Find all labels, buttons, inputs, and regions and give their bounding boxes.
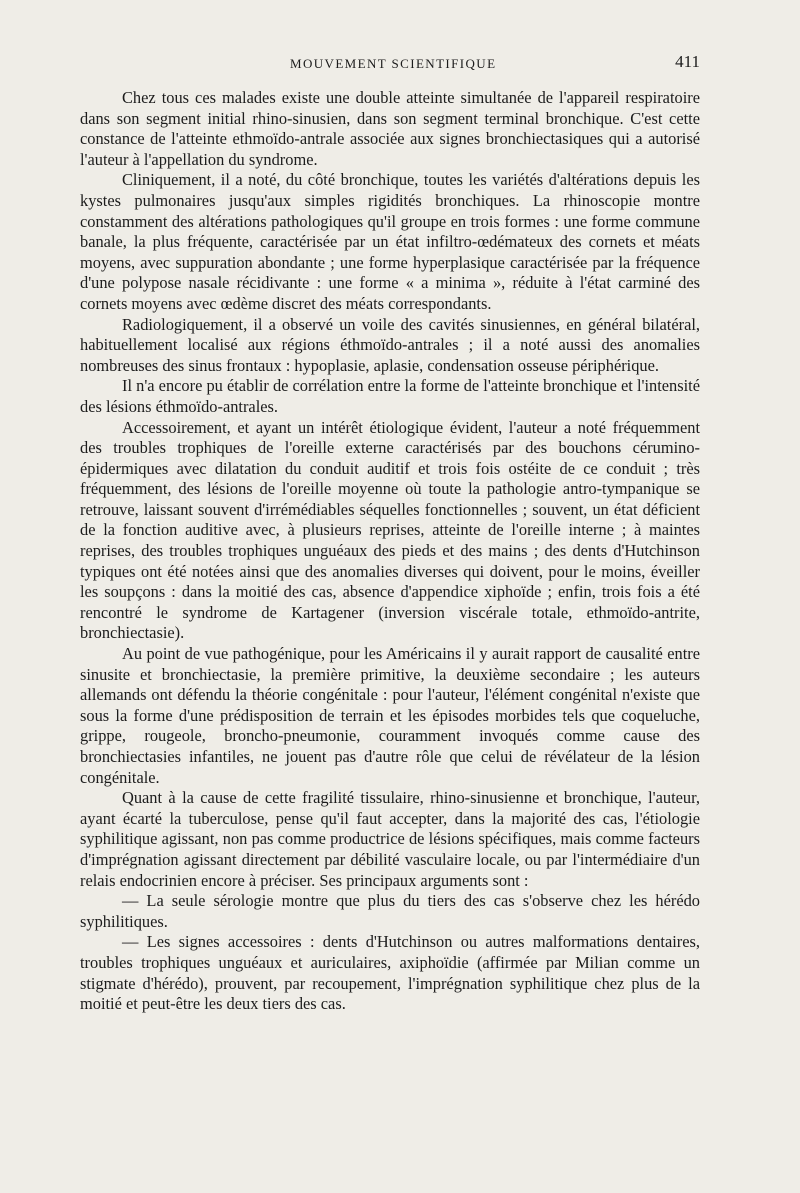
- article-body: [80, 88, 700, 1015]
- paragraph-argument-signs: — Les signes accessoires : dents d'Hutchinson ou autres malformations dentaires, troubles trophiques unguéaux et auriculaires, axiphoïdie (affirmée par Milian comme un stigmate d'hérédo), prouvent, par recoupement, l'imprégnation syphilitique chez plus de la moitié et peut-être les deux tiers des cas.: [80, 932, 700, 1014]
- paragraph-correlation: Il n'a encore pu établir de corrélation entre la forme de l'atteinte bronchique et l'intensité des lésions éthmoïdo-antrales.: [80, 376, 700, 416]
- paragraph-pathogenesis: Au point de vue pathogénique, pour les Américains il y aurait rapport de causalité entre sinusite et bronchiectasie, la première primitive, la deuxième secondaire ; les auteurs allemands ont défendu la théorie congénitale : pour l'auteur, l'élément congénital n'existe que sous la forme d'une prédisposition de terrain et les épisodes morbides tels que coqueluche, grippe, rougeole, broncho-pneumonie, couramment invoqués comme cause des bronchiectasies infantiles, ne jouent pas d'autre rôle que celui de révélateur de la lésion congénitale.: [80, 644, 700, 787]
- paragraph-clinical: Cliniquement, il a noté, du côté bronchique, toutes les variétés d'altérations depuis les kystes pulmonaires jusqu'aux simples rigidités bronchiques. La rhinoscopie montre constamment des altérations pathologiques qu'il groupe en trois formes : une forme commune banale, la plus fréquente, caractérisée par un état infiltro-œdémateux des cornets et méats moyens, avec suppuration abondante ; une forme hyperplasique caractérisée par la fréquence d'une polypose nasale récidivante : une forme « a minima », réduite à l'état carminé des cornets moyens avec œdème discret des méats correspondants.: [80, 170, 700, 313]
- paragraph-radiological: Radiologiquement, il a observé un voile des cavités sinusiennes, en général bilatéral, habituellement localisé aux régions éthmoïdo-antrales ; il a noté aussi des anomalies nombreuses des sinus frontaux : hypoplasie, aplasie, condensation osseuse périphérique.: [80, 314, 700, 375]
- paragraph-etiology: Quant à la cause de cette fragilité tissulaire, rhino-sinusienne et bronchique, l'auteur, ayant écarté la tuberculose, pense qu'il faut accepter, dans la majorité des cas, l'étiologie syphilitique agissant, non pas comme productrice de lésions spécifiques, mais comme facteurs d'imprégnation agissant directement par débilité vasculaire locale, ou par l'intermédiaire d'un relais endocrinien encore à préciser. Ses principaux arguments sont :: [80, 788, 700, 890]
- running-title: MOUVEMENT SCIENTIFIQUE: [290, 56, 497, 71]
- page-number: 411: [675, 52, 700, 71]
- paragraph-syndrome: Chez tous ces malades existe une double atteinte simultanée de l'appareil respiratoire dans son segment initial rhino-sinusien, dans son segment terminal bronchique. C'est cette constance de l'atteinte ethmoïdo-antrale associée aux signes bronchiectasiques qui a autorisé l'auteur à l'appellation du syndrome.: [80, 88, 700, 169]
- paragraph-argument-serology: — La seule sérologie montre que plus du tiers des cas s'observe chez les hérédo syphilitiques.: [80, 891, 700, 931]
- paragraph-accessory-findings: Accessoirement, et ayant un intérêt étiologique évident, l'auteur a noté fréquemment des troubles trophiques de l'oreille externe caractérisés par des bouchons cérumino-épidermiques avec dilatation du conduit auditif et trois fois ostéite de ce conduit ; très fréquemment, des lésions de l'oreille moyenne où toute la pathologie antro-tympanique se retrouve, laissant souvent d'irrémédiables séquelles fonctionnelles ; souvent, un état déficient de la fonction auditive avec, à plusieurs reprises, atteinte de l'oreille interne ; à maintes reprises, des troubles trophiques unguéaux des pieds et des mains ; des dents d'Hutchinson typiques ont été notées ainsi que des anomalies diverses qui doivent, pour le moins, éveiller les soupçons : dans la moitié des cas, absence d'appendice xiphoïde ; enfin, trois fois a été rencontré le syndrome de Kartagener (inversion viscérale totale, ethmoïdo-antrite, bronchiectasie).: [80, 417, 700, 643]
- page-header: [80, 52, 700, 74]
